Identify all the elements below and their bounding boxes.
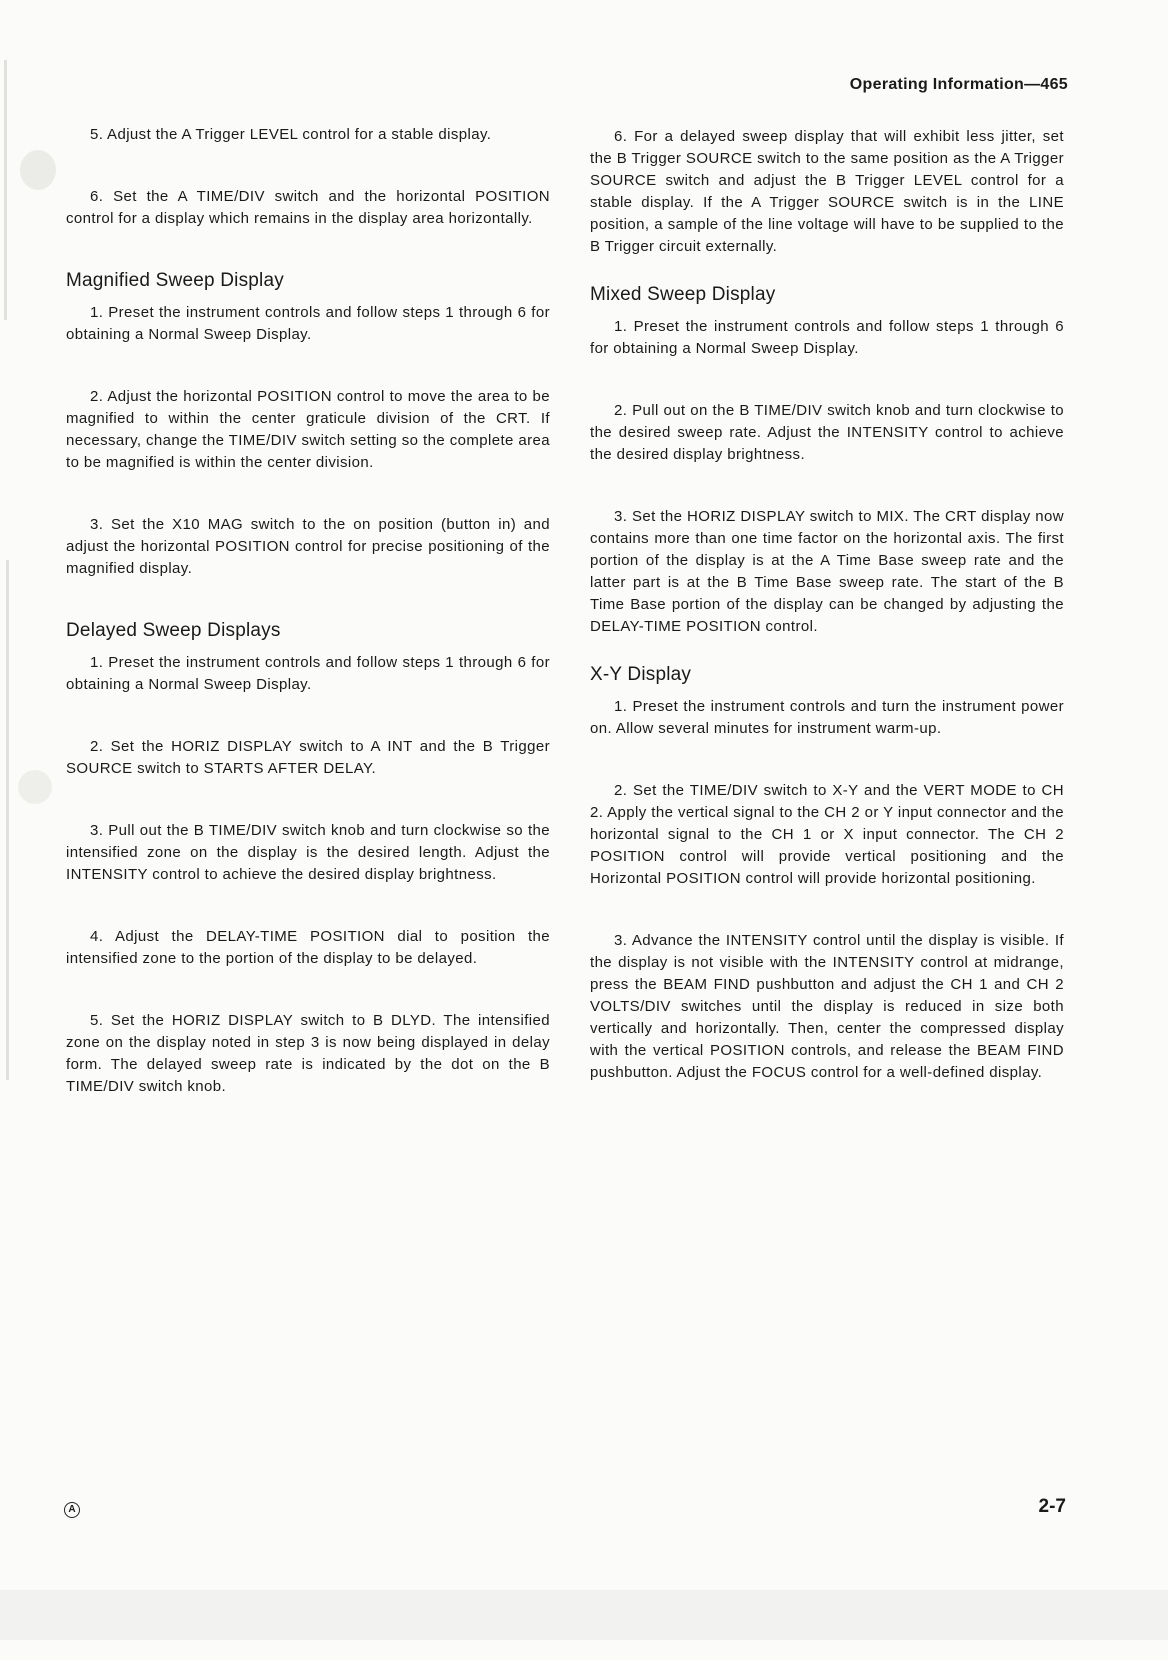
scan-artifact bbox=[18, 770, 52, 804]
paragraph-mixed-step2: 2. Pull out on the B TIME/DIV switch knob and turn clockwise to the desired sweep rate. Adjust the INTENSITY control to achieve the desired display brightness. bbox=[590, 402, 1064, 463]
paragraph-mixed-step1: 1. Preset the instrument controls and follow steps 1 through 6 for obtaining a Normal Sweep Display. bbox=[590, 318, 1064, 357]
scan-artifact bbox=[6, 560, 9, 1080]
revision-mark-icon: A bbox=[64, 1502, 80, 1518]
heading-mixed-sweep: Mixed Sweep Display bbox=[590, 284, 776, 305]
heading-magnified-sweep: Magnified Sweep Display bbox=[66, 270, 284, 291]
paragraph-delayed-step1: 1. Preset the instrument controls and follow steps 1 through 6 for obtaining a Normal Sweep Display. bbox=[66, 654, 550, 693]
running-header: Operating Information—465 bbox=[849, 76, 1068, 93]
paragraph-step6-delayed-jitter: 6. For a delayed sweep display that will exhibit less jitter, set the B Trigger SOURCE switch to the same position as the A Trigger SOURCE switch and adjust the B Trigger LEVEL control for a stable display. If the A Trigger SOURCE switch is in the LINE position, a sample of the line voltage will have to be supplied to the B Trigger circuit externally. bbox=[590, 128, 1064, 255]
scan-artifact bbox=[20, 150, 56, 190]
paragraph-xy-step3: 3. Advance the INTENSITY control until the display is visible. If the display is not visible with the INTENSITY control at midrange, press the BEAM FIND pushbutton and adjust the CH 1 and CH 2 VOLTS/DIV switches until the display is reduced in size both vertically and horizontally. Then, center the compressed display with the vertical POSITION controls, and release the BEAM FIND pushbutton. Adjust the FOCUS control for a well-defined display. bbox=[590, 932, 1064, 1081]
paragraph-delayed-step3: 3. Pull out the B TIME/DIV switch knob and turn clockwise so the intensified zone on the display is the desired length. Adjust the INTENSITY control to achieve the desired display brightness. bbox=[66, 822, 550, 883]
paragraph-magnified-step1: 1. Preset the instrument controls and follow steps 1 through 6 for obtaining a Normal Sweep Display. bbox=[66, 304, 550, 343]
paragraph-xy-step2: 2. Set the TIME/DIV switch to X-Y and the VERT MODE to CH 2. Apply the vertical signal to the CH 2 or Y input connector and the horizontal signal to the CH 1 or X input connector. The CH 2 POSITION control will provide vertical positioning and the Horizontal POSITION control will provide horizontal positioning. bbox=[590, 782, 1064, 887]
heading-xy-display: X-Y Display bbox=[590, 664, 692, 685]
paragraph-step5-a-trigger: 5. Adjust the A Trigger LEVEL control for a stable display. bbox=[90, 126, 492, 143]
paragraph-step6-time-div: 6. Set the A TIME/DIV switch and the horizontal POSITION control for a display which remains in the display area horizontally. bbox=[66, 188, 550, 227]
paragraph-magnified-step3: 3. Set the X10 MAG switch to the on position (button in) and adjust the horizontal POSITION control for precise positioning of the magnified display. bbox=[66, 516, 550, 577]
paragraph-mixed-step3: 3. Set the HORIZ DISPLAY switch to MIX. The CRT display now contains more than one time factor on the horizontal axis. The first portion of the display is at the A Time Base sweep rate and the latter part is at the B Time Base sweep rate. The start of the B Time Base portion of the display can be changed by adjusting the DELAY-TIME POSITION control. bbox=[590, 508, 1064, 635]
scan-artifact bbox=[4, 60, 7, 320]
paragraph-delayed-step2: 2. Set the HORIZ DISPLAY switch to A INT and the B Trigger SOURCE switch to STARTS AFTER DELAY. bbox=[66, 738, 550, 777]
paragraph-xy-step1: 1. Preset the instrument controls and turn the instrument power on. Allow several minutes for instrument warm-up. bbox=[590, 698, 1064, 737]
paragraph-delayed-step5: 5. Set the HORIZ DISPLAY switch to B DLYD. The intensified zone on the display noted in step 3 is now being displayed in delay form. The delayed sweep rate is indicated by the dot on the B TIME/DIV switch knob. bbox=[66, 1012, 550, 1095]
left-column bbox=[66, 124, 550, 1098]
paragraph-delayed-step4: 4. Adjust the DELAY-TIME POSITION dial to position the intensified zone to the portion of the display to be delayed. bbox=[66, 928, 550, 967]
scan-artifact bbox=[0, 1590, 1168, 1640]
heading-delayed-sweep: Delayed Sweep Displays bbox=[66, 620, 281, 641]
paragraph-magnified-step2: 2. Adjust the horizontal POSITION control to move the area to be magnified to within the center graticule division of the CRT. If necessary, change the TIME/DIV switch setting so the complete area to be magnified is within the center division. bbox=[66, 388, 550, 471]
right-column bbox=[590, 126, 1064, 1084]
page-number: 2-7 bbox=[1038, 1496, 1066, 1517]
